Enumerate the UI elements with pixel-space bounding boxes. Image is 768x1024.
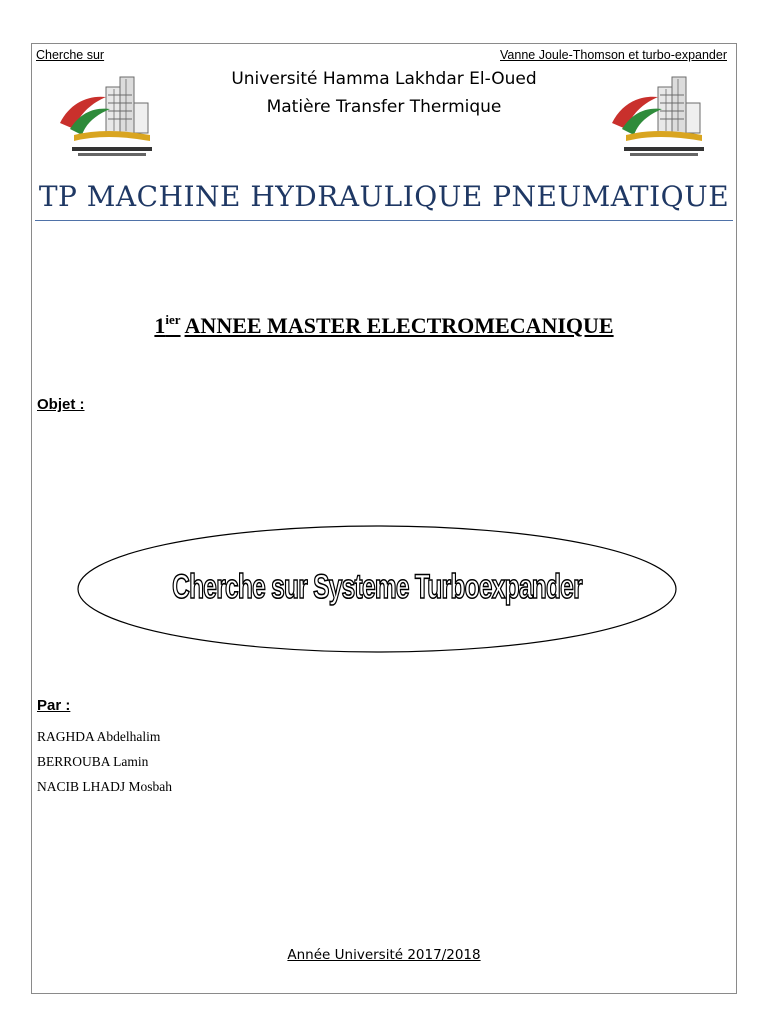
objet-label: Objet : [37,396,85,413]
subject-name: Matière Transfer Thermique [266,97,502,117]
header-right: Vanne Joule-Thomson et turbo-expander [500,48,727,62]
university-logo-left [56,73,166,169]
author-name: NACIB LHADJ Mosbah [37,779,172,794]
logo-caption [72,147,152,156]
study-level [0,312,768,339]
university-name: Université Hamma Lakhdar El-Oued [231,69,537,89]
study-level-text [154,313,613,338]
header-left: Cherche sur [36,48,105,62]
logo-building [658,77,700,133]
author-name: BERROUBA Lamin [37,754,149,769]
authors-label: Par : [37,697,71,714]
level-number: 1 [154,313,166,338]
subject-title: Cherche sur Systeme Turboexpander [172,568,582,606]
university-logo-right [608,73,718,169]
logo-building [106,77,148,133]
academic-year: Année Université 2017/2018 [287,947,481,963]
logo-caption [624,147,704,156]
level-label: ANNEE MASTER ELECTROMECANIQUE [184,313,614,338]
author-name: RAGHDA Abdelhalim [37,729,161,744]
level-superscript: ier [165,312,181,327]
document-title: TP MACHINE HYDRAULIQUE PNEUMATIQUE [38,180,730,213]
title-divider [35,220,733,221]
